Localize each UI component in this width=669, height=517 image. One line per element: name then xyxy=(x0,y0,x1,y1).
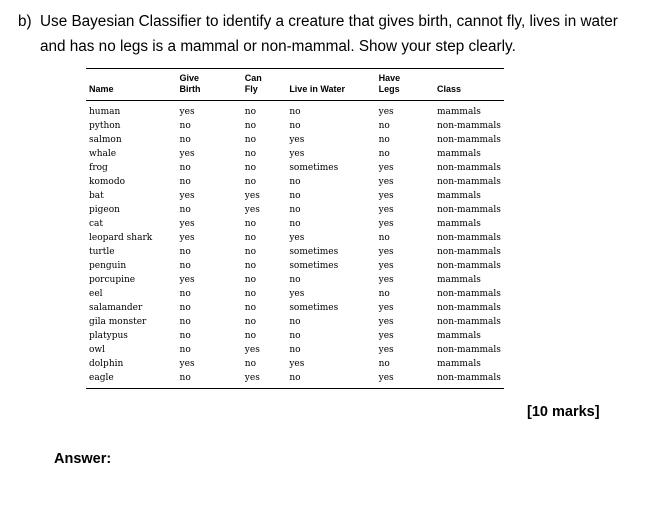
cell-class: non-mammals xyxy=(437,317,501,327)
table-header-row xyxy=(86,69,504,101)
cell-have-legs: no xyxy=(378,149,390,159)
cell-can-fly: no xyxy=(244,121,256,131)
header-class: Class xyxy=(437,69,504,101)
cell-name: gila monster xyxy=(89,317,147,327)
header-can-fly: Can Fly xyxy=(245,69,290,101)
cell-live-in-water: no xyxy=(289,107,301,117)
cell-can-fly: yes xyxy=(244,205,260,215)
cell-give-birth: no xyxy=(179,205,191,215)
table-row xyxy=(86,287,504,301)
cell-live-in-water: no xyxy=(289,191,301,201)
cell-have-legs: yes xyxy=(378,177,394,187)
cell-can-fly: no xyxy=(244,359,256,369)
table-row xyxy=(86,133,504,147)
cell-live-in-water: sometimes xyxy=(289,303,339,313)
table-row xyxy=(86,301,504,315)
cell-give-birth: yes xyxy=(179,149,195,159)
cell-live-in-water: no xyxy=(289,371,378,389)
cell-name: human xyxy=(89,107,121,117)
cell-give-birth: no xyxy=(179,121,191,131)
cell-name: salamander xyxy=(89,303,143,313)
table-row xyxy=(86,175,504,189)
header-live-in-water: Live in Water xyxy=(289,69,378,101)
cell-give-birth: no xyxy=(179,289,191,299)
cell-can-fly: no xyxy=(244,135,256,145)
cell-live-in-water: no xyxy=(289,121,301,131)
cell-name: leopard shark xyxy=(89,233,153,243)
cell-name: porcupine xyxy=(89,275,136,285)
cell-name: dolphin xyxy=(89,359,124,369)
cell-have-legs: yes xyxy=(378,331,394,341)
cell-have-legs: yes xyxy=(378,261,394,271)
cell-have-legs: yes xyxy=(378,191,394,201)
question-label: b) xyxy=(18,13,32,30)
cell-live-in-water: no xyxy=(289,219,301,229)
cell-class: non-mammals xyxy=(437,303,501,313)
question-line-2: and has no legs is a mammal or non-mammal. Show your step clearly. xyxy=(40,38,516,55)
header-give-birth: Give Birth xyxy=(180,69,245,101)
table-row xyxy=(86,203,504,217)
cell-have-legs: yes xyxy=(379,371,437,389)
cell-have-legs: yes xyxy=(378,345,394,355)
cell-live-in-water: no xyxy=(289,205,301,215)
table-row xyxy=(86,217,504,231)
cell-name: whale xyxy=(89,149,117,159)
cell-can-fly: yes xyxy=(244,191,260,201)
cell-give-birth: no xyxy=(179,163,191,173)
cell-live-in-water: sometimes xyxy=(289,261,339,271)
table-row xyxy=(86,101,504,120)
cell-can-fly: no xyxy=(244,317,256,327)
cell-class: non-mammals xyxy=(437,205,501,215)
cell-give-birth: yes xyxy=(179,219,195,229)
training-data-table xyxy=(86,68,504,389)
cell-class: non-mammals xyxy=(437,371,504,389)
cell-can-fly: no xyxy=(244,261,256,271)
table-row xyxy=(86,315,504,329)
cell-live-in-water: yes xyxy=(289,359,305,369)
cell-give-birth: no xyxy=(179,247,191,257)
cell-can-fly: no xyxy=(244,163,256,173)
header-name: Name xyxy=(86,69,180,101)
cell-give-birth: yes xyxy=(179,275,195,285)
cell-class: mammals xyxy=(437,107,481,117)
cell-name: komodo xyxy=(89,177,126,187)
cell-live-in-water: no xyxy=(289,177,301,187)
cell-can-fly: yes xyxy=(245,371,290,389)
cell-class: non-mammals xyxy=(437,261,501,271)
cell-can-fly: no xyxy=(244,177,256,187)
cell-name: eel xyxy=(89,289,103,299)
cell-class: non-mammals xyxy=(437,233,501,243)
cell-have-legs: yes xyxy=(378,275,394,285)
cell-give-birth: no xyxy=(179,177,191,187)
cell-can-fly: no xyxy=(244,331,256,341)
cell-give-birth: no xyxy=(179,317,191,327)
cell-have-legs: no xyxy=(378,233,390,243)
cell-live-in-water: no xyxy=(289,345,301,355)
cell-class: non-mammals xyxy=(437,289,501,299)
cell-can-fly: no xyxy=(244,275,256,285)
table-row xyxy=(86,245,504,259)
cell-have-legs: yes xyxy=(378,317,394,327)
cell-class: non-mammals xyxy=(437,121,501,131)
cell-give-birth: no xyxy=(180,371,245,389)
table-row xyxy=(86,371,504,389)
cell-class: mammals xyxy=(437,149,481,159)
cell-name: owl xyxy=(89,345,106,355)
cell-can-fly: no xyxy=(244,107,256,117)
table-row xyxy=(86,119,504,133)
cell-class: non-mammals xyxy=(437,345,501,355)
cell-give-birth: no xyxy=(179,345,191,355)
cell-have-legs: yes xyxy=(378,219,394,229)
cell-give-birth: no xyxy=(179,331,191,341)
cell-live-in-water: no xyxy=(289,275,301,285)
cell-live-in-water: no xyxy=(289,317,301,327)
question-text xyxy=(18,9,658,59)
cell-name: python xyxy=(89,121,121,131)
table-row xyxy=(86,231,504,245)
cell-class: mammals xyxy=(437,275,481,285)
table-row xyxy=(86,329,504,343)
cell-name: platypus xyxy=(89,331,128,341)
cell-give-birth: no xyxy=(179,135,191,145)
cell-live-in-water: no xyxy=(289,331,301,341)
cell-name: turtle xyxy=(89,247,115,257)
table-row xyxy=(86,273,504,287)
cell-live-in-water: yes xyxy=(289,135,305,145)
table-row xyxy=(86,259,504,273)
cell-can-fly: yes xyxy=(244,345,260,355)
cell-give-birth: yes xyxy=(179,107,195,117)
cell-give-birth: yes xyxy=(179,191,195,201)
cell-have-legs: yes xyxy=(378,247,394,257)
cell-name: salmon xyxy=(89,135,122,145)
cell-class: non-mammals xyxy=(437,135,501,145)
cell-have-legs: yes xyxy=(378,107,394,117)
table-row xyxy=(86,357,504,371)
cell-live-in-water: yes xyxy=(289,233,305,243)
table-row xyxy=(86,343,504,357)
cell-have-legs: no xyxy=(378,359,390,369)
cell-live-in-water: sometimes xyxy=(289,247,339,257)
cell-name: pigeon xyxy=(89,205,120,215)
cell-live-in-water: sometimes xyxy=(289,163,339,173)
cell-have-legs: no xyxy=(378,121,390,131)
cell-name: eagle xyxy=(86,371,180,389)
cell-give-birth: yes xyxy=(179,233,195,243)
cell-can-fly: no xyxy=(244,303,256,313)
cell-have-legs: no xyxy=(378,135,390,145)
cell-can-fly: no xyxy=(244,233,256,243)
cell-can-fly: no xyxy=(244,289,256,299)
table-body xyxy=(86,101,504,389)
cell-name: cat xyxy=(89,219,104,229)
cell-can-fly: no xyxy=(244,219,256,229)
cell-name: penguin xyxy=(89,261,127,271)
cell-class: mammals xyxy=(437,219,481,229)
cell-class: non-mammals xyxy=(437,247,501,257)
cell-give-birth: no xyxy=(179,303,191,313)
cell-live-in-water: yes xyxy=(289,289,305,299)
cell-can-fly: no xyxy=(244,149,256,159)
table-row xyxy=(86,161,504,175)
cell-class: mammals xyxy=(437,359,481,369)
marks-label: [10 marks] xyxy=(527,404,600,420)
cell-name: bat xyxy=(89,191,104,201)
cell-have-legs: yes xyxy=(378,303,394,313)
question-line-1: Use Bayesian Classifier to identify a creature that gives birth, cannot fly, lives in water xyxy=(40,13,618,30)
cell-have-legs: yes xyxy=(378,205,394,215)
cell-class: non-mammals xyxy=(437,177,501,187)
cell-class: non-mammals xyxy=(437,163,501,173)
table-row xyxy=(86,147,504,161)
cell-class: mammals xyxy=(437,191,481,201)
cell-live-in-water: yes xyxy=(289,149,305,159)
cell-give-birth: yes xyxy=(179,359,195,369)
cell-name: frog xyxy=(89,163,108,173)
cell-have-legs: yes xyxy=(378,163,394,173)
cell-have-legs: no xyxy=(378,289,390,299)
table-row xyxy=(86,189,504,203)
header-have-legs: Have Legs xyxy=(379,69,437,101)
cell-class: mammals xyxy=(437,331,481,341)
cell-can-fly: no xyxy=(244,247,256,257)
cell-give-birth: no xyxy=(179,261,191,271)
answer-label: Answer: xyxy=(54,451,112,467)
